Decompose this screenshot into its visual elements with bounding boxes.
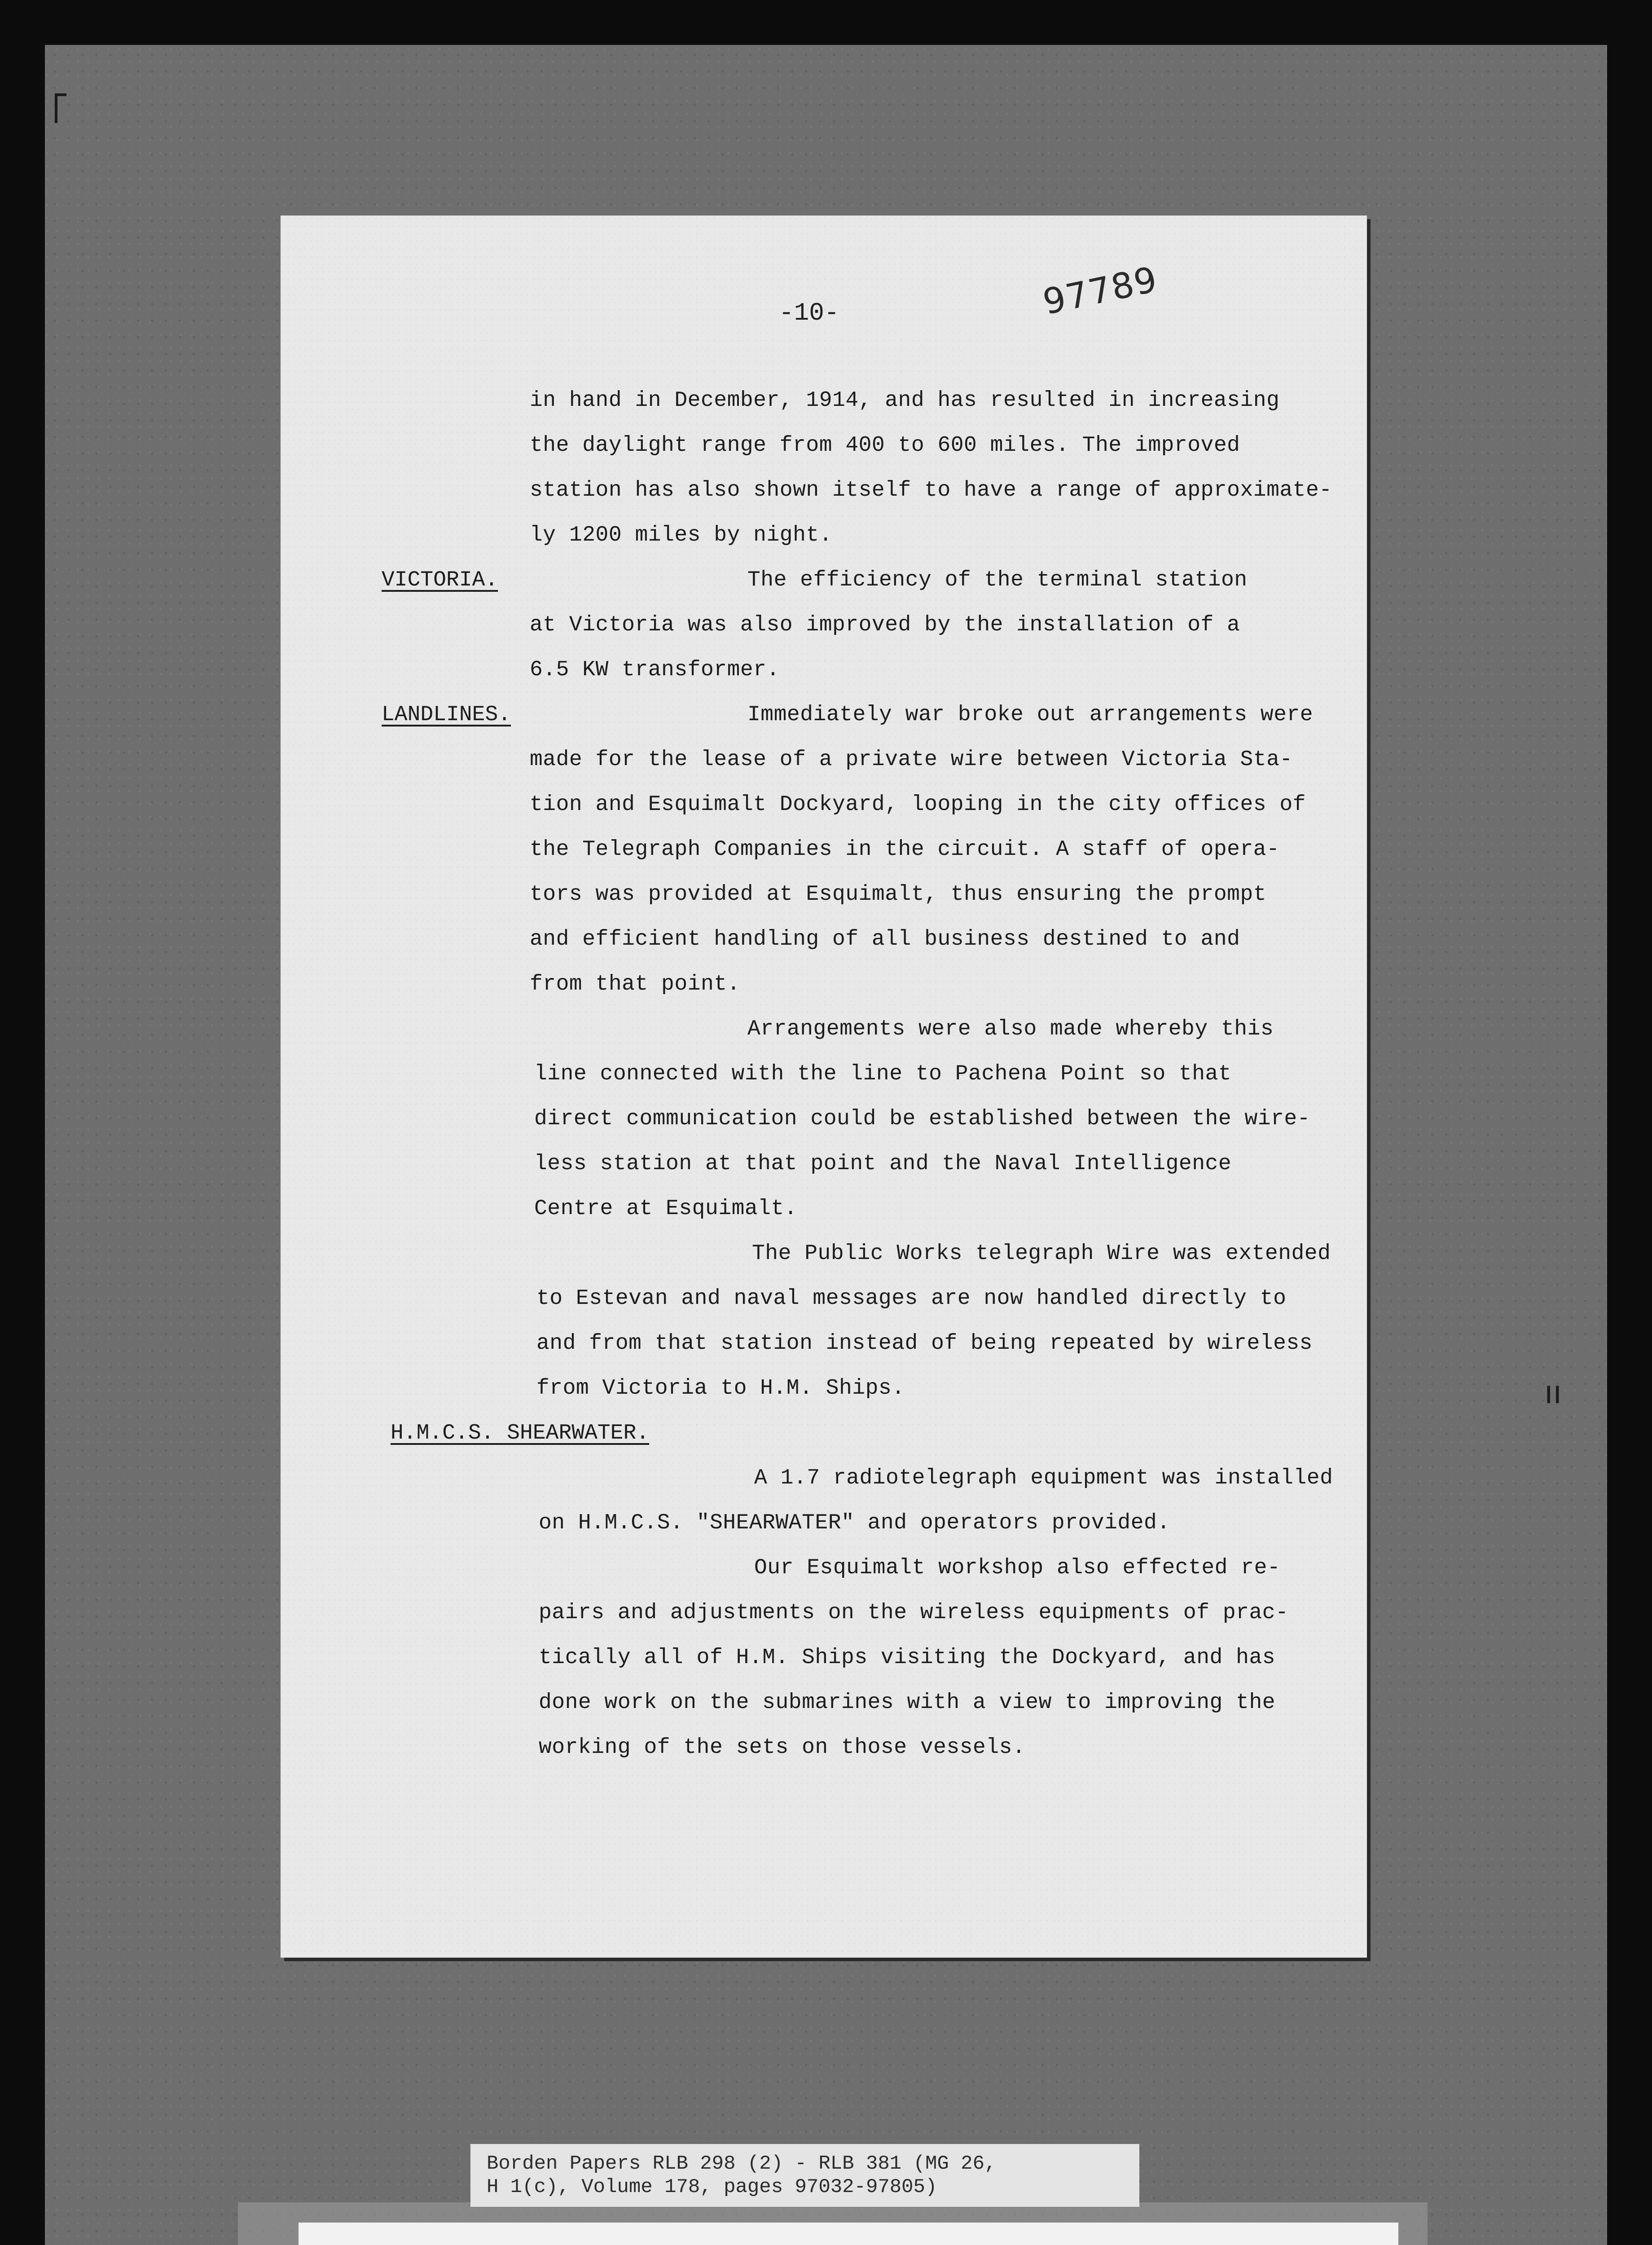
text-line: from Victoria to H.M. Ships. [536,1376,905,1400]
text-line: The Public Works telegraph Wire was extended [752,1241,1331,1266]
section-heading-victoria: VICTORIA. [382,568,498,592]
text-line: done work on the submarines with a view to improving the [539,1690,1276,1715]
slip-line: H 1(c), Volume 178, pages 97032-97805) [487,2176,937,2198]
text-line: Arrangements were also made whereby this [747,1017,1274,1041]
text-line: the Telegraph Companies in the circuit. A staff of opera- [530,837,1280,862]
text-line: to Estevan and naval messages are now handled directly to [536,1286,1287,1311]
slip-line: Borden Papers RLB 298 (2) - RLB 381 (MG 26, [487,2153,997,2175]
text-line: pairs and adjustments on the wireless equipments of prac- [539,1601,1289,1625]
text-line: line connected with the line to Pachena Point so that [534,1062,1232,1086]
stamp-number: 97789 [1039,259,1161,323]
text-line: station has also shown itself to have a range of approximate- [530,478,1332,502]
text-line: in hand in December, 1914, and has resulted in increasing [530,388,1280,413]
text-line: Our Esquimalt workshop also effected re- [754,1556,1281,1580]
board-marks: ıı [1544,1374,1562,1411]
text-line: The efficiency of the terminal station [747,568,1248,592]
text-line: 6.5 KW transformer. [530,658,780,682]
text-line: tically all of H.M. Ships visiting the Dockyard, and has [539,1646,1276,1670]
section-heading-shearwater: H.M.C.S. SHEARWATER. [391,1421,650,1445]
text-line: Immediately war broke out arrangements were [747,703,1314,727]
page-number: -10- [779,299,839,327]
text-line: at Victoria was also improved by the installation of a [530,613,1240,637]
text-line: made for the lease of a private wire between Victoria Sta- [530,748,1293,772]
text-line: less station at that point and the Naval Intelligence [534,1152,1232,1176]
corner-mark [55,93,66,123]
text-line: Centre at Esquimalt. [534,1197,798,1221]
text-line: tors was provided at Esquimalt, thus ensuring the prompt [530,882,1267,907]
archival-reference-slip [470,2144,1139,2207]
archives-label-card [299,2223,1398,2245]
section-heading-landlines: LANDLINES. [382,703,511,727]
text-line: working of the sets on those vessels. [539,1735,1026,1760]
text-line: tion and Esquimalt Dockyard, looping in the city offices of [530,792,1306,817]
text-line: from that point. [530,972,740,996]
document-page [281,216,1367,1958]
text-line: on H.M.C.S. "SHEARWATER" and operators provided. [539,1511,1170,1535]
text-line: and from that station instead of being repeated by wireless [536,1331,1313,1356]
text-line: the daylight range from 400 to 600 miles. The improved [530,433,1240,458]
text-line: A 1.7 radiotelegraph equipment was installed [754,1466,1333,1490]
text-line: direct communication could be established between the wire- [534,1107,1310,1131]
text-line: and efficient handling of all business destined to and [530,927,1240,951]
text-line: ly 1200 miles by night. [530,523,833,547]
